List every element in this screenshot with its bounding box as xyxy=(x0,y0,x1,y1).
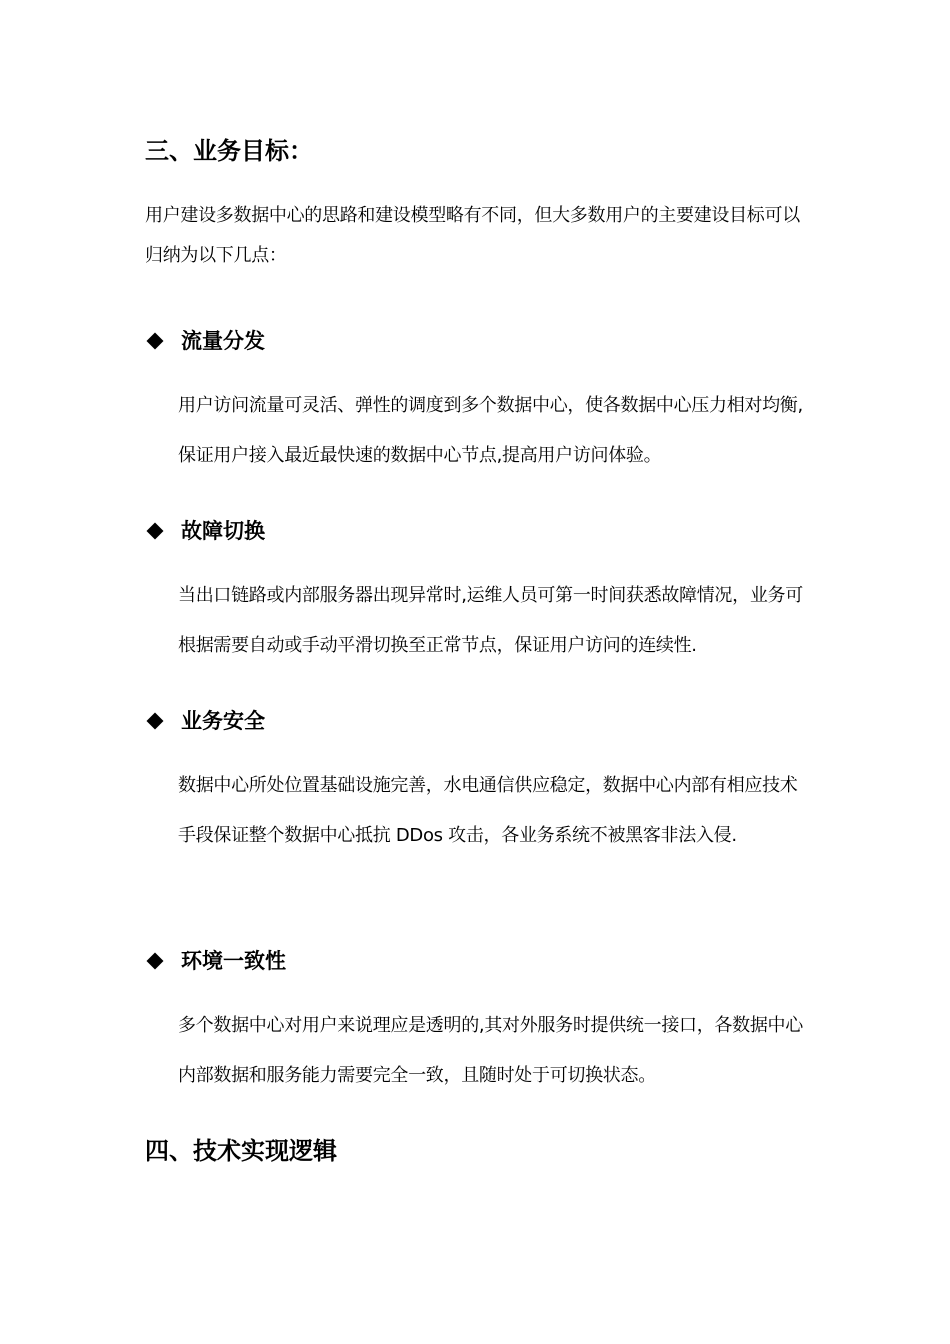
section-3-intro: 用户建设多数据中心的思路和建设模型略有不同，但大多数用户的主要建设目标可以归纳为以下几点： xyxy=(145,205,800,266)
subsection-title: 流量分发 xyxy=(181,329,265,353)
section-3-heading: 三、业务目标： xyxy=(145,137,313,165)
subsection-title: 故障切换 xyxy=(181,519,265,543)
section-4-heading: 四、技术实现逻辑 xyxy=(145,1137,337,1165)
diamond-bullet-icon xyxy=(147,713,164,730)
subsection-title: 业务安全 xyxy=(181,709,265,733)
subsection-body: 数据中心所处位置基础设施完善，水电通信供应稳定，数据中心内部有相应技术手段保证整个数据中心抵抗 DDos 攻击，各业务系统不被黑客非法入侵. xyxy=(178,775,798,846)
diamond-bullet-icon xyxy=(147,953,164,970)
subsection-title: 环境一致性 xyxy=(181,949,286,973)
subsection-body: 多个数据中心对用户来说理应是透明的,其对外服务时提供统一接口，各数据中心内部数据和服务能力需要完全一致，且随时处于可切换状态。 xyxy=(178,1015,803,1086)
subsection-business-security xyxy=(145,706,265,736)
subsection-traffic-distribution xyxy=(145,326,265,356)
diamond-bullet-icon xyxy=(147,333,164,350)
subsection-environment-consistency xyxy=(145,946,286,976)
diamond-bullet-icon xyxy=(147,523,164,540)
subsection-body: 当出口链路或内部服务器出现异常时,运维人员可第一时间获悉故障情况，业务可根据需要自动或手动平滑切换至正常节点，保证用户访问的连续性. xyxy=(178,585,803,656)
subsection-body: 用户访问流量可灵活、弹性的调度到多个数据中心，使各数据中心压力相对均衡,保证用户接入最近最快速的数据中心节点,提高用户访问体验。 xyxy=(178,395,803,466)
subsection-failover xyxy=(145,516,265,546)
